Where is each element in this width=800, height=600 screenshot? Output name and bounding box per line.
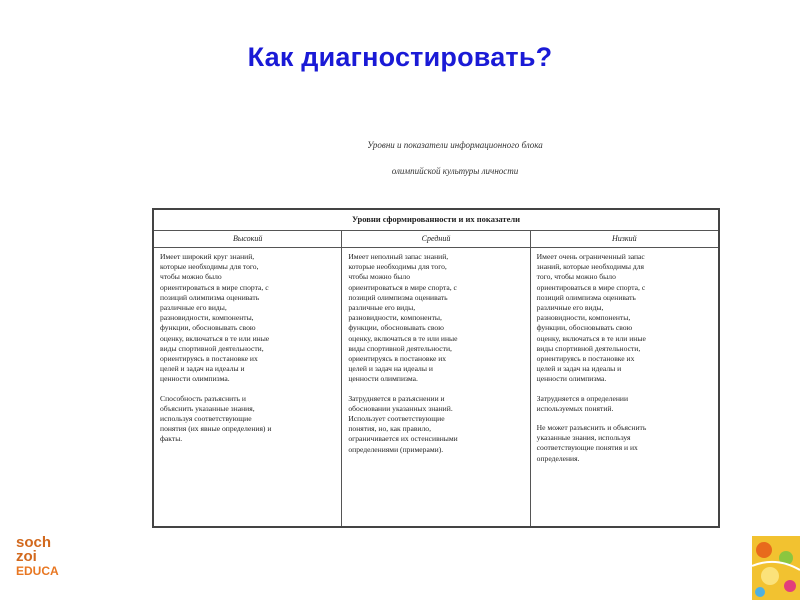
column-medium <box>341 248 529 526</box>
sochi-logo-sub: EDUCA <box>16 564 59 578</box>
column-high <box>154 248 341 526</box>
table-levels-row <box>154 231 718 248</box>
document-caption-line1: Уровни и показатели информационного блока <box>367 140 543 150</box>
level-high: Высокий <box>232 234 263 243</box>
column-low <box>530 248 718 526</box>
medium-knowledge-text: Имеет неполный запас знаний, которые необходимы для того, чтобы можно было ориентироваться в мире спорта, с позиций олимпизма оценивать различные его виды, разновидности, компоненты, функции, обосновывать свою оценку, включаться в те или иные виды спортивной деятельности, ориентируясь в постановке их целей и задач на идеалы и ценности олимпизма. <box>348 252 458 384</box>
medium-explanation-text: Затрудняется в разъяснении и обосновании указанных знаний. Использует соответствующие понятия, но, как правило, ограничивается их остенсивными определениями (примерами). <box>348 393 458 454</box>
level-medium: Средний <box>341 231 529 247</box>
level-low: Низкий <box>530 231 718 247</box>
table-body <box>154 248 718 526</box>
low-knowledge-text: Имеет очень ограниченный запас знаний, которые необходимы для того, чтобы можно было ориентироваться в мире спорта, с позиций олимпизма оценивать различные его виды, разновидности, компоненты, функции, обосновывать свою оценку, включаться в те или иные виды спортивной деятельности, ориентируясь в постановке их целей и задач на идеалы и ценности олимпизма. <box>536 252 646 384</box>
olympic-pattern-logo <box>752 536 800 600</box>
high-explanation-text: Способность разъяснить и объяснить указанные знания, используя соответствующие понятия (их явные определения) и факты. <box>160 393 272 444</box>
levels-table <box>152 208 720 528</box>
slide-title: Как диагностировать? <box>247 42 553 72</box>
sochi-logo-text: soch zoi <box>16 534 52 565</box>
document-caption-line2: олимпийской культуры личности <box>391 166 519 176</box>
table-header: Уровни сформированности и их показатели <box>154 210 718 231</box>
low-definition-text: Затрудняется в определении используемых понятий. <box>536 393 629 413</box>
high-knowledge-text: Имеет широкий круг знаний, которые необходимы для того, чтобы можно было ориентироваться в мире спорта, с позиций олимпизма оценивать различные его виды, разновидности, компоненты, функции, обосновывать свою оценку, включаться в те или иные виды спортивной деятельности, ориентируясь в постановке их целей и задач на идеалы и ценности олимпизма. <box>160 252 270 384</box>
sochi-logo <box>16 536 59 578</box>
low-explanation-text: Не может разъяснить и объяснить указанные знания, используя соответствующие понятия и их определения. <box>536 423 647 463</box>
